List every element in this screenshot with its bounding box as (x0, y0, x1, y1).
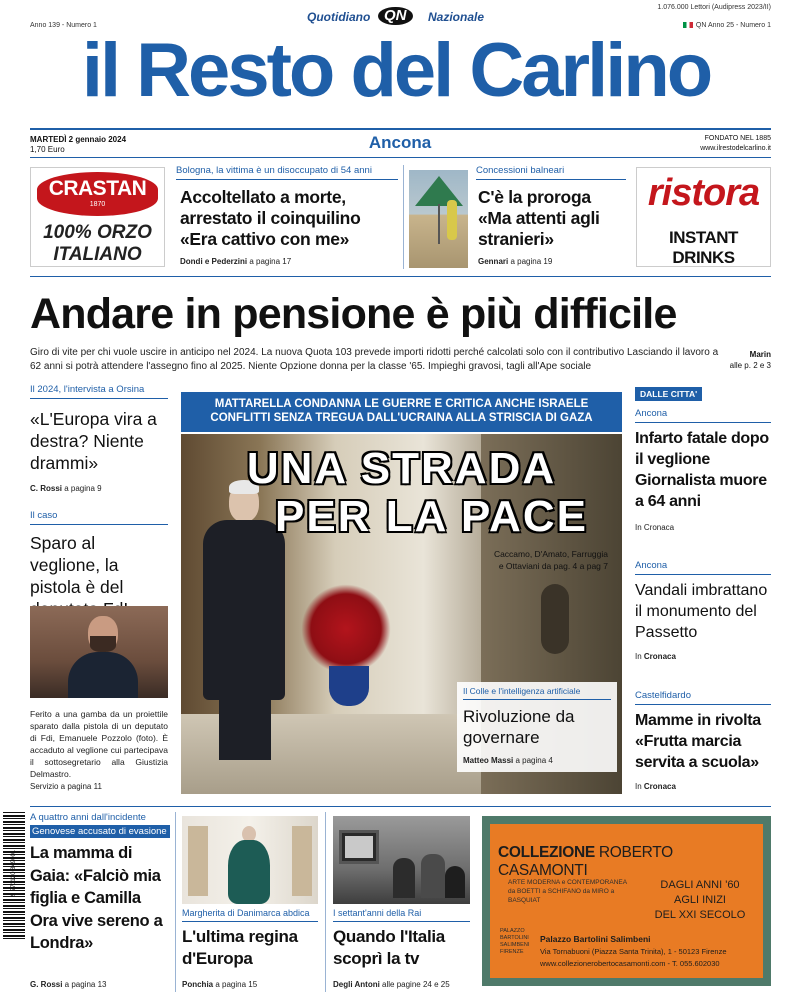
mamme-headline[interactable]: Mamme in rivolta «Frutta marcia servita a scuola» (635, 712, 761, 771)
top-story-1-headline[interactable]: Accoltellato a morte, arrestato il coinquilino «Era cattivo con me» (180, 187, 361, 249)
crastan-brand: CRASTAN (48, 177, 147, 200)
collezione-ad[interactable] (482, 816, 771, 986)
sparo-kicker: Il caso (30, 510, 58, 521)
gaia-story[interactable] (30, 812, 170, 992)
issue-number-left: Anno 139 - Numero 1 (30, 22, 97, 29)
masthead-rule (30, 128, 771, 130)
collezione-right-line-3: DEL XXI SECOLO (654, 909, 746, 921)
center-credits-line-1: Caccamo, D'Amato, Farruggia (493, 549, 608, 559)
collezione-contact[interactable]: www.collezionerobertocasamonti.com - T. 055.602030 (540, 959, 720, 968)
top-story-2-page: a pagina 19 (508, 257, 553, 266)
top-story-2-kicker: Concessioni balneari (476, 165, 565, 176)
ai-author: Matteo Massi (463, 756, 514, 765)
collezione-title-a: COLLEZIONE (498, 844, 599, 861)
ristora-brand: ristora (647, 172, 760, 214)
viewer-1 (393, 858, 415, 898)
margherita-headline[interactable]: L'ultima regina d'Europa (182, 927, 298, 968)
beach-photo[interactable] (409, 170, 468, 268)
vandali-headline[interactable]: Vandali imbrattano il monumento del Passetto (635, 582, 768, 641)
crastan-line-2: ITALIANO (53, 244, 142, 265)
edition-price: 1,70 Euro (30, 145, 65, 154)
readers-count: 1.076.000 Lettori (Audipress 2023/II) (657, 4, 771, 11)
collezione-right-line-1: DAGLI ANNI '60 (660, 879, 740, 891)
ai-byline (463, 756, 553, 765)
center-headline-line-2[interactable]: PER LA PACE (275, 492, 588, 541)
main-headline[interactable]: Andare in pensione è più difficile (30, 290, 677, 338)
margherita-rule (182, 921, 318, 922)
top-story-1-kicker-rule (176, 179, 398, 180)
ristora-sub: INSTANT DRINKS (669, 228, 738, 267)
orsina-author: C. Rossi (30, 484, 63, 493)
main-summary: Giro di vite per chi vuole uscire in anticipo nel 2024. La nuova Quota 103 prevede importi ridotti perché calcolati solo con il contributivo Lasciando il lavoro a 62 anni si potrà attendere l'assegno fino al 2025. Niente Opzione donna per la classe '65. Impieghi gravosi, tagli all'Ape sociale (30, 347, 719, 372)
masthead-bottom-rule (30, 157, 771, 158)
collezione-title-b: ROBERTO CASAMONTI (498, 844, 673, 879)
gaia-headline[interactable]: La mamma di Gaia: «Falciò mia figlia e Camilla Ora vive sereno a Londra» (30, 844, 163, 952)
top-story-2[interactable] (476, 165, 626, 269)
bottom-separator-2 (325, 812, 326, 992)
mamme-byline-pre: In (635, 782, 644, 791)
gaia-author: G. Rossi (30, 980, 63, 989)
rai-page: alle pagine 24 e 25 (379, 980, 450, 989)
pozzolo-photo[interactable] (30, 606, 168, 698)
sparo-headline[interactable]: Sparo al veglione, la pistola è del (30, 533, 124, 597)
orsina-rule (30, 398, 168, 399)
poinsettia-flowers (301, 584, 391, 674)
orsina-byline (30, 484, 102, 493)
orsina-page: a pagina 9 (62, 484, 102, 493)
qn-header (300, 7, 500, 27)
center-headline-line-1[interactable]: UNA STRADA (246, 444, 557, 493)
edition-name[interactable]: Ancona (368, 133, 432, 152)
umbrella-pole (438, 204, 440, 244)
ai-rule (463, 699, 611, 700)
beach-person (447, 200, 457, 240)
margherita-byline (182, 980, 257, 989)
collezione-title (498, 844, 758, 880)
sparo-byline: Servizio a pagina 11 (30, 782, 102, 791)
mattarella-photo[interactable] (181, 434, 622, 794)
infarto-byline: In Cronaca (635, 523, 675, 532)
orsina-headline[interactable]: «L'Europa vira a destra? Niente drammi» (30, 409, 157, 473)
rai-author: Degli Antoni (333, 980, 380, 989)
gaia-page: a pagina 13 (62, 980, 107, 989)
qn-logo: QN (378, 7, 413, 25)
crastan-year: 1870 (89, 201, 106, 208)
newspaper-title[interactable]: il Resto del Carlino (81, 28, 711, 113)
crastan-line-1: 100% ORZO (43, 222, 152, 243)
center-credits (494, 548, 608, 572)
barcode-digits: 9 771120 849001 (11, 849, 17, 897)
gaia-byline (30, 980, 107, 989)
margherita-author: Ponchia (182, 980, 214, 989)
mamme-byline-section: Cronaca (643, 782, 676, 791)
collezione-panel (490, 824, 763, 978)
top-story-1-kicker: Bologna, la vittima è un disoccupato di 54 anni (176, 165, 372, 176)
top-story-2-authors: Gennari (478, 257, 509, 266)
poinsettia-vase (329, 666, 369, 706)
left-column (30, 384, 168, 798)
issue-number-right-text: QN Anno 25 - Numero 1 (695, 22, 771, 29)
collezione-right-text (640, 878, 760, 923)
rai-photo[interactable] (333, 816, 470, 904)
margherita-story[interactable] (182, 908, 318, 992)
infarto-rule (635, 422, 771, 423)
right-column (635, 384, 771, 798)
sparo-body: Ferito a una gamba da un proiettile sparato dalla pistola di un deputato di Fdi, Emanuele Pozzolo (foto). È accaduto al veglione cui partecipava il sottosegretario alla Giustizia Delmastro. (30, 709, 168, 779)
vandali-kicker: Ancona (635, 560, 668, 571)
center-banner[interactable]: MATTARELLA CONDANNA LE GUERRE E CRITICA ANCHE ISRAELE CONFLITTI SENZA TREGUA DALL'UCRAINA ALLA STRISCIA DI GAZA (181, 392, 622, 432)
rai-story[interactable] (333, 908, 475, 992)
queen-dress (228, 840, 270, 904)
collezione-left-text: ARTE MODERNA e CONTEMPORANEA da BOETTI a SCHIFANO da MIRO a BASQUIAT (508, 879, 627, 904)
collezione-address: Via Tornabuoni (Piazza Santa Trinita), 1 - 50123 Firenze (540, 947, 727, 956)
pozzolo-beard (90, 636, 116, 652)
vandali-byline-section: Cronaca (643, 652, 676, 661)
crastan-logo (37, 172, 158, 216)
main-author: Marin (749, 350, 771, 359)
door-left (188, 826, 208, 896)
infarto-headline[interactable]: Infarto fatale dopo il veglione Giornalista muore a 64 anni (635, 430, 769, 510)
sparo-rule (30, 524, 168, 525)
bottom-separator-1 (175, 812, 176, 992)
viewer-2 (421, 854, 445, 898)
top-story-2-byline (478, 257, 552, 266)
main-pages: alle p. 2 e 3 (729, 361, 771, 370)
viewer-3 (445, 866, 465, 898)
ristora-ad[interactable] (636, 167, 771, 267)
top-story-1-byline (180, 257, 291, 266)
margherita-kicker: Margherita di Danimarca abdica (182, 908, 310, 918)
top-row-bottom-rule (30, 276, 771, 277)
top-row-separator (403, 165, 404, 269)
rai-rule (333, 921, 470, 922)
ai-headline[interactable]: Rivoluzione da governare (463, 707, 575, 747)
top-story-1-page: a pagina 17 (247, 257, 292, 266)
margherita-photo[interactable] (182, 816, 318, 904)
top-story-1[interactable] (176, 165, 398, 269)
collezione-venue: Palazzo Bartolini Salimbeni (540, 934, 651, 944)
vandali-byline (635, 652, 676, 661)
mamme-kicker: Castelfidardo (635, 690, 691, 701)
crastan-ad[interactable] (30, 167, 165, 267)
vandali-byline-pre: In (635, 652, 644, 661)
top-story-2-headline[interactable]: C'è la proroga «Ma attenti agli stranieri» (478, 187, 600, 249)
gaia-kicker-1: A quattro anni dall'incidente (30, 812, 146, 823)
margherita-page: a pagina 15 (213, 980, 258, 989)
ai-inset[interactable] (457, 682, 617, 772)
door-right (292, 826, 312, 896)
rai-headline[interactable]: Quando l'Italia scoprì la tv (333, 927, 445, 968)
bottom-section-rule (30, 806, 771, 807)
gaia-kicker-2: Genovese accusato di evasione (30, 825, 170, 838)
qn-label-left: Quotidiano (307, 10, 371, 24)
qn-label-right: Nazionale (428, 10, 485, 24)
founded-year: FONDATO NEL 1885 (704, 135, 771, 142)
president-legs (219, 696, 271, 760)
keyhole-shape (541, 584, 569, 654)
top-story-2-kicker-rule (476, 179, 626, 180)
dalle-citta-section: DALLE CITTA' (635, 387, 702, 401)
edition-date: MARTEDÌ 2 gennaio 2024 (30, 135, 127, 144)
vandali-rule (635, 574, 771, 575)
website[interactable]: www.ilrestodelcarlino.it (700, 145, 771, 152)
collezione-right-line-2: AGLI INIZI (674, 894, 726, 906)
orsina-kicker: Il 2024, l'intervista a Orsina (30, 384, 145, 395)
ai-page: a pagina 4 (513, 756, 553, 765)
collezione-logo: PALAZZO BARTOLINI SALIMBENI FIRENZE (500, 928, 530, 955)
rai-kicker: I settant'anni della Rai (333, 908, 422, 918)
infarto-kicker: Ancona (635, 408, 668, 419)
mamme-rule (635, 704, 771, 705)
mamme-byline (635, 782, 676, 791)
center-credits-line-2: e Ottaviani da pag. 4 a pag 7 (498, 561, 608, 571)
tv-screen (345, 836, 373, 858)
president-body (203, 520, 285, 700)
top-story-1-authors: Dondi e Pederzini (180, 257, 248, 266)
pozzolo-body (68, 652, 138, 698)
ai-kicker: Il Colle e l'intelligenza artificiale (463, 686, 581, 696)
rai-byline (333, 980, 450, 989)
